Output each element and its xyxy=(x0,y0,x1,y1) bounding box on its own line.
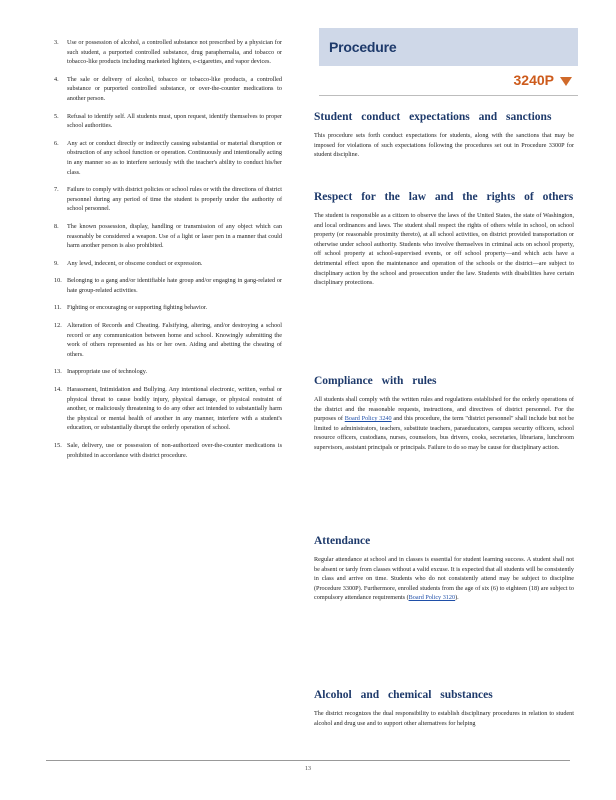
list-item-number: 11. xyxy=(54,304,62,312)
body-text: Regular attendance at school and in classes is essential for student learning success. A student shall not be absent or tardy from classes without a valid excuse. It is expected that all students will be consistently in class and arrive on time. Students who do not consistently attend may be subject to discipline (Procedure 3300P). Furthermore, enrolled students from the age of six (6) to eighteen (18) are subject to compulsory attendance requirements ( xyxy=(314,556,574,602)
list-item xyxy=(54,38,282,67)
list-item-number: 14. xyxy=(54,386,62,394)
list-item xyxy=(54,75,282,104)
list-item-text: Use or possession of alcohol, a controlled substance not prescribed by a physician for such student, a purported controlled substance, drug paraphernalia, and tobacco or tobacco-like products including marketed lighters, e-cigarettes, and vapor devices. xyxy=(67,39,282,66)
list-item-number: 3. xyxy=(54,39,59,46)
list-item xyxy=(54,185,282,214)
list-item-number: 12. xyxy=(54,322,62,330)
list-item-number: 15. xyxy=(54,442,62,449)
list-item xyxy=(54,441,282,460)
list-item xyxy=(54,367,282,377)
list-item xyxy=(54,222,282,251)
list-item-number: 7. xyxy=(54,186,59,194)
list-item-text: Fighting or encouraging or supporting fighting behavior. xyxy=(67,304,208,312)
list-item-text: Harassment, Intimidation and Bullying. Any intentional electronic, written, verbal or physical threat to cause bodily injury, physical damage, or physical restraint of another, or maliciously threatening to do any other act intended to substantially harm the physical or mental health of another in any manner, interfere with a student's education, or substantially disrupt the orderly operation of school. xyxy=(67,386,282,432)
triangle-down-icon xyxy=(560,77,572,86)
section-heading: Student conduct expectations and sanctions xyxy=(314,111,552,123)
section-alcohol xyxy=(314,688,574,728)
body-text: ). xyxy=(455,594,459,602)
list-item-text: Inappropriate use of technology. xyxy=(67,368,148,376)
list-item-number: 4. xyxy=(54,75,59,83)
list-item-number: 10. xyxy=(54,277,62,285)
list-item-number: 9. xyxy=(54,259,59,267)
list-item-number: 6. xyxy=(54,139,59,147)
list-item xyxy=(54,385,282,433)
list-item-text: Any act or conduct directly or indirectly causing substantial or material disruption or obstruction of any school function or operation. Continuously and intentionally acting in any manner so as to interfere seriously with the teacher's ability to conduct his/her class. xyxy=(67,139,282,176)
section-body: This procedure sets forth conduct expectations for students, along with the sanctions that may be imposed for violations of such expectations following the procedures set out in Procedure 3300P for student discipline. xyxy=(314,132,574,159)
section-conduct xyxy=(314,110,574,160)
board-policy-3240-link[interactable]: Board Policy 3240 xyxy=(344,415,392,423)
section-body: The district recognizes the dual responsibility to establish disciplinary procedures in relation to student alcohol and drug use and to support other alternatives for helping xyxy=(314,710,574,727)
section-body xyxy=(314,395,574,453)
list-item-text: Alteration of Records and Cheating. Falsifying, altering, and/or destroying a school record or any communication between home and school. Knowingly submitting the work of others represented as his or her own. Aiding and abetting the cheating of others. xyxy=(67,322,282,358)
list-item xyxy=(54,321,282,359)
procedure-banner xyxy=(319,28,578,66)
section-heading: Attendance xyxy=(314,535,371,547)
list-item-text: The known possession, display, handling or transmission of any object which can reasonably be considered a weapon. Use of a light or laser pen in a manner that could harm another person is also prohibited. xyxy=(67,222,282,250)
list-item-text: Belonging to a gang and/or identifiable hate group and/or engaging in gang-related or hate group-related activities. xyxy=(67,277,282,294)
section-heading: Compliance with rules xyxy=(314,375,437,387)
section-compliance xyxy=(314,374,574,453)
divider xyxy=(319,95,578,96)
page-title: Procedure xyxy=(329,39,397,55)
body-text: and this procedure, the term "district personnel" shall include but not be limited to administrators, teachers, substitute teachers, paraeducators, campus security officers, school resource officers, custodians, nurses, counselors, bus drivers, cooks, secretaries, librarians, lunchroom supervisors, assistant principals or principals. Failure to do so may be cause for disciplinary action. xyxy=(314,415,574,451)
list-item-number: 8. xyxy=(54,222,59,230)
section-attendance xyxy=(314,534,574,603)
rules-list xyxy=(54,38,282,468)
list-item-text: Failure to comply with district policies or school rules or with the directions of district personnel during any period of time the student is properly under the authority of school personnel. xyxy=(67,186,282,213)
procedure-code: 3240P xyxy=(513,72,554,88)
list-item xyxy=(54,259,282,269)
list-item-text: The sale or delivery of alcohol, tobacco or tobacco-like products, a controlled substance or purported controlled substance, or over-the-counter medications to another person. xyxy=(67,75,282,102)
section-body: The student is responsible as a citizen to observe the laws of the United States, the state of Washington, and local ordinances and laws. The student shall respect the rights of others while in school, on school property (or reasonable proximity thereto), at all school activities, on district provided transportation or otherwise under school authority. Students who involve themselves in criminal acts on school property, off school property at school-supervised events, or off school property—and which acts have a detrimental effect upon the maintenance and operation of the schools or the district—are subject to disciplinary action by the school and prosecution under the law. Students with disabilities have certain disciplinary protections. xyxy=(314,212,574,287)
page-number: 13 xyxy=(305,766,311,772)
section-heading: Respect for the law and the rights of others xyxy=(314,191,574,203)
list-item xyxy=(54,303,282,313)
list-item-text: Sale, delivery, use or possession of non-authorized over-the-counter medications is prohibited in accordance with district procedure. xyxy=(67,442,282,459)
section-heading: Alcohol and chemical substances xyxy=(314,689,493,701)
section-respect xyxy=(314,190,574,288)
section-body xyxy=(314,555,574,603)
procedure-code-row xyxy=(319,66,578,96)
list-item xyxy=(54,112,282,131)
list-item-text: Refusal to identify self. All students must, upon request, identify themselves to proper school authorities. xyxy=(67,112,282,130)
list-item xyxy=(54,139,282,177)
board-policy-3120-link[interactable]: Board Policy 3120 xyxy=(408,594,456,602)
list-item-text: Any lewd, indecent, or obscene conduct or expression. xyxy=(67,259,203,267)
list-item-number: 13. xyxy=(54,368,62,376)
list-item-number: 5. xyxy=(54,112,59,120)
body-text: All students shall comply with the written rules and regulations established for the orderly operations of the district and the reasonable requests, instructions, and directives of district personnel. For the purposes of xyxy=(314,396,574,423)
footer-divider xyxy=(46,760,570,761)
list-item xyxy=(54,276,282,295)
